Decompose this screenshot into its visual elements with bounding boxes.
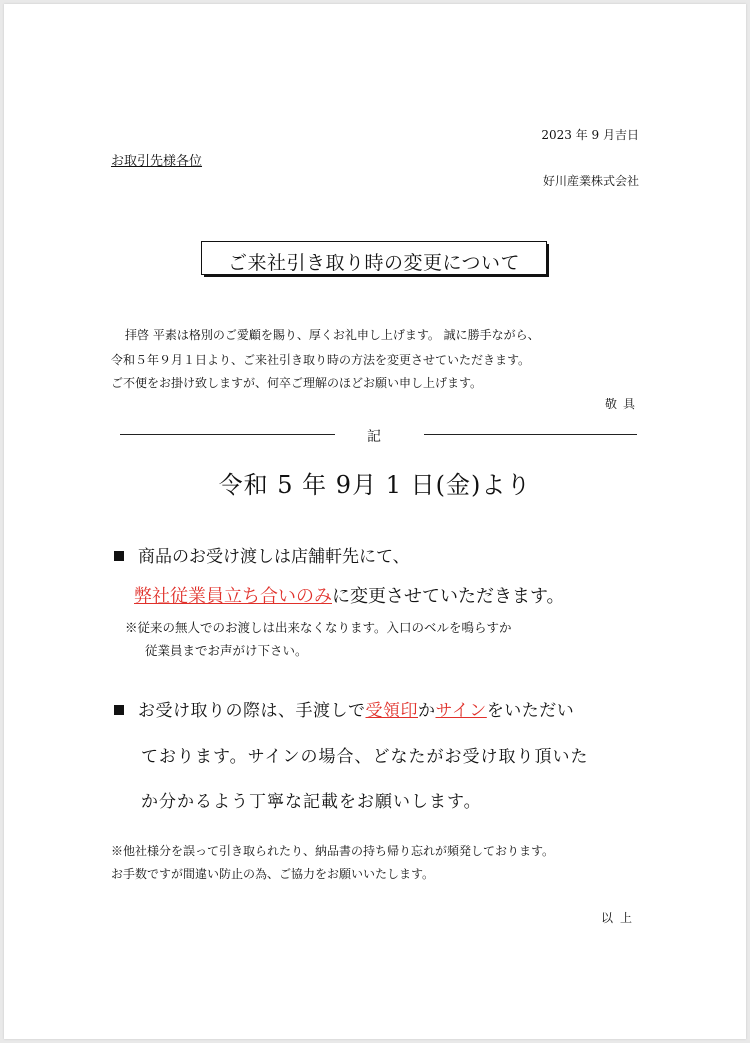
square-bullet-icon xyxy=(114,551,124,561)
footer-note-1: ※他社様分を誤って引き取られたり、納品書の持ち帰り忘れが頻発しております。 xyxy=(111,844,555,858)
bullet-1-line-1: 商品のお受け渡しは店舗軒先にて、 xyxy=(138,547,410,567)
document-title: ご来社引き取り時の変更について xyxy=(227,252,521,274)
bullet-2-highlight-sign: サイン xyxy=(435,701,487,721)
bullet-1-line-2-rest: に変更させていただきます。 xyxy=(332,586,565,607)
square-bullet-icon xyxy=(114,705,124,715)
bullet-2-highlight-seal: 受領印 xyxy=(365,701,418,721)
bullet-2-post: をいただい xyxy=(486,701,575,721)
bullet-1-note-2: 従業員までお声がけ下さい。 xyxy=(145,643,308,658)
bullet-1-note-1: ※従来の無人でのお渡しは出来なくなります。入口のベルを鳴らすか xyxy=(125,620,512,635)
bullet-1-line-2 xyxy=(134,582,565,608)
addressee: お取引先様各位 xyxy=(111,154,203,169)
bullet-2-line-2: ております。サインの場合、どなたがお受け取り頂いた xyxy=(141,747,589,767)
bullet-2 xyxy=(114,696,574,721)
divider-left xyxy=(120,434,335,435)
company-name: 好川産業株式会社 xyxy=(542,174,639,188)
bullet-1-highlight: 弊社従業員立ち合いのみ xyxy=(134,586,332,607)
divider-right xyxy=(424,434,637,435)
ki-heading: 記 xyxy=(367,429,381,445)
issue-date: 2023 年 9 月吉日 xyxy=(541,128,639,142)
title-box xyxy=(201,241,547,275)
body-line-3: ご不便をお掛け致しますが、何卒ご理解のほどお願い申し上げます。 xyxy=(111,376,483,390)
closing-keigu: 敬具 xyxy=(604,397,641,411)
footer-note-2: お手数ですが間違い防止の為、ご協力をお願いいたします。 xyxy=(111,867,435,881)
bullet-2-mid: か xyxy=(418,701,436,721)
body-line-2: 令和５年９月１日より、ご来社引き取り時の方法を変更させていただきます。 xyxy=(111,353,531,367)
body-line-1: 拝啓 平素は格別のご愛顧を賜り、厚くお礼申し上げます。 誠に勝手ながら、 xyxy=(125,328,540,342)
document-page xyxy=(4,4,746,1039)
bullet-1 xyxy=(114,542,410,567)
bullet-2-pre: お受け取りの際は、手渡しで xyxy=(138,701,366,721)
bullet-2-line-3: か分かるよう丁寧な記載をお願いします。 xyxy=(141,792,482,812)
closing-ijou: 以上 xyxy=(600,911,639,925)
effective-date: 令和 5 年 9月 1 日(金)より xyxy=(218,471,532,499)
